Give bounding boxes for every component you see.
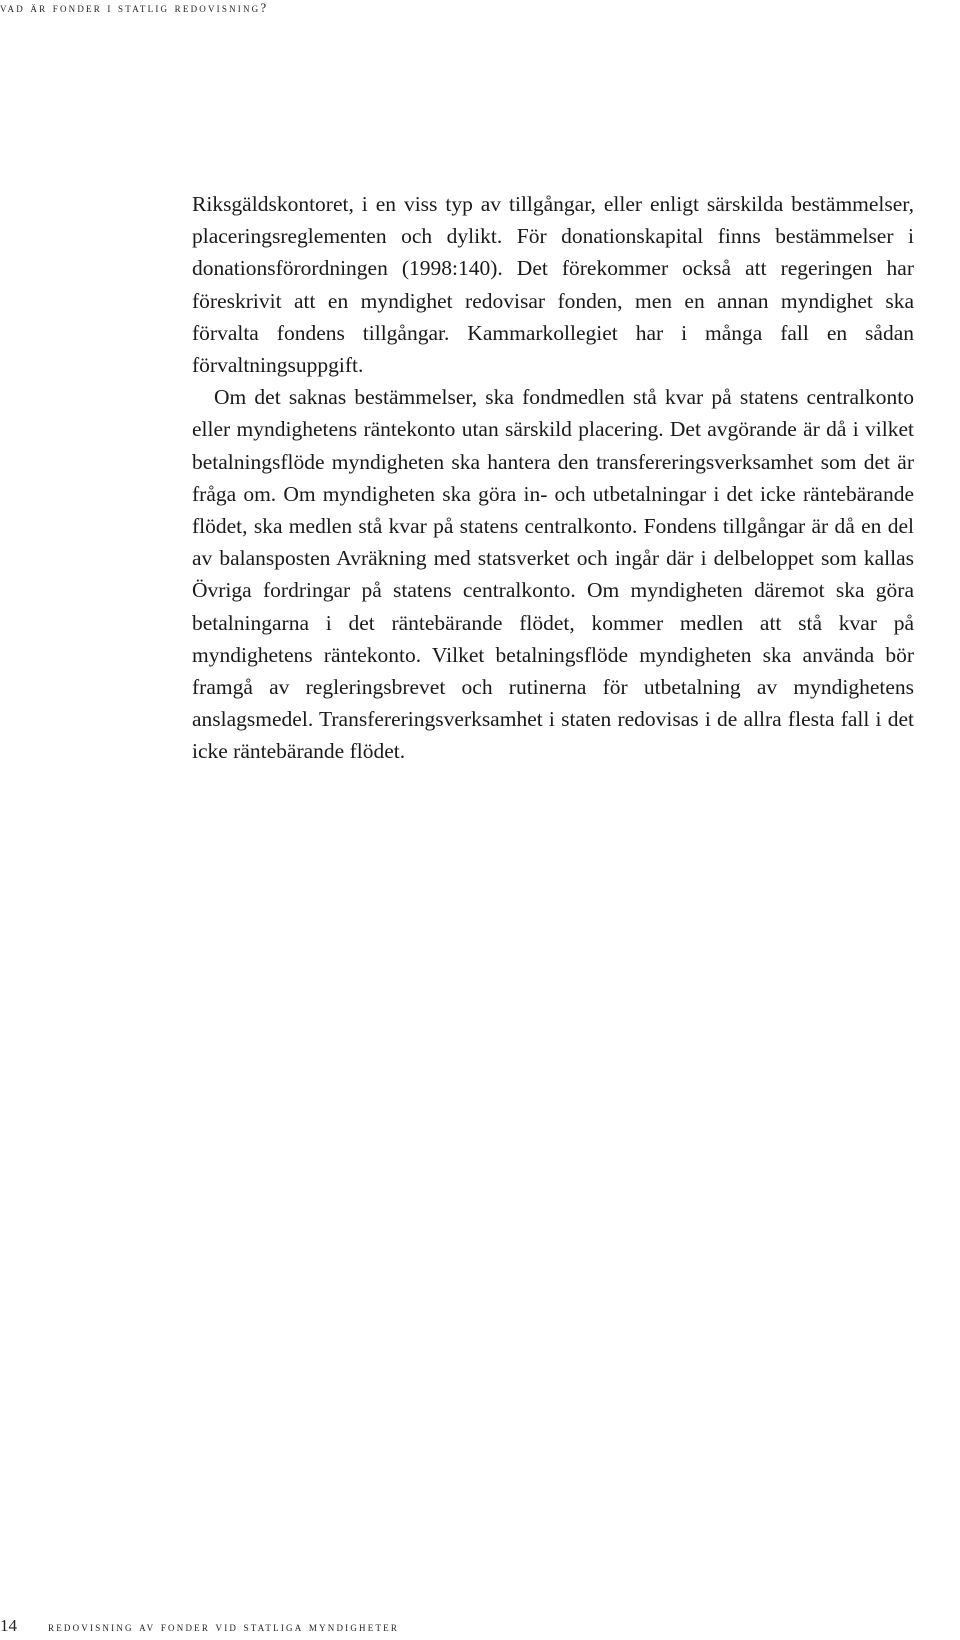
page-number: 14 [0, 1616, 17, 1635]
paragraph-1: Riksgäldskontoret, i en viss typ av tillgångar, eller enligt särskilda bestämmelser, placeringsreglementen och dylikt. För donationskapital finns bestämmelser i donationsförordningen (1998:140). Det förekommer också att regeringen har föreskrivit att en myndighet redovisar fonden, men en annan myndighet ska förvalta fondens tillgångar. Kammarkollegiet har i många fall en sådan förvaltningsuppgift. [192, 192, 914, 378]
page-footer [0, 1616, 399, 1636]
running-head: vad är fonder i statlig redovisning? [0, 0, 269, 15]
main-text [192, 188, 914, 768]
paragraph-2: Om det saknas bestämmelser, ska fondmedlen stå kvar på statens centralkonto eller myndighetens räntekonto utan särskild placering. Det avgörande är då i vilket betalningsflöde myndigheten ska hantera den transfereringsverksamhet som det är fråga om. Om myndigheten ska göra in- och utbetalningar i det icke räntebärande flödet, ska medlen stå kvar på statens centralkonto. Fondens tillgångar är då en del av balansposten Avräkning med statsverket och ingår där i delbeloppet som kallas Övriga fordringar på statens centralkonto. Om myndigheten däremot ska göra betalningarna i det räntebärande flödet, kommer medlen att stå kvar på myndighetens räntekonto. Vilket betalningsflöde myndigheten ska använda bör framgå av regleringsbrevet och rutinerna för utbetalning av myndighetens anslagsmedel. Transfereringsverksamhet i staten redovisas i de allra flesta fall i det icke räntebärande flödet. [192, 385, 914, 764]
publication-title: redovisning av fonder vid statliga myndigheter [48, 1619, 400, 1634]
